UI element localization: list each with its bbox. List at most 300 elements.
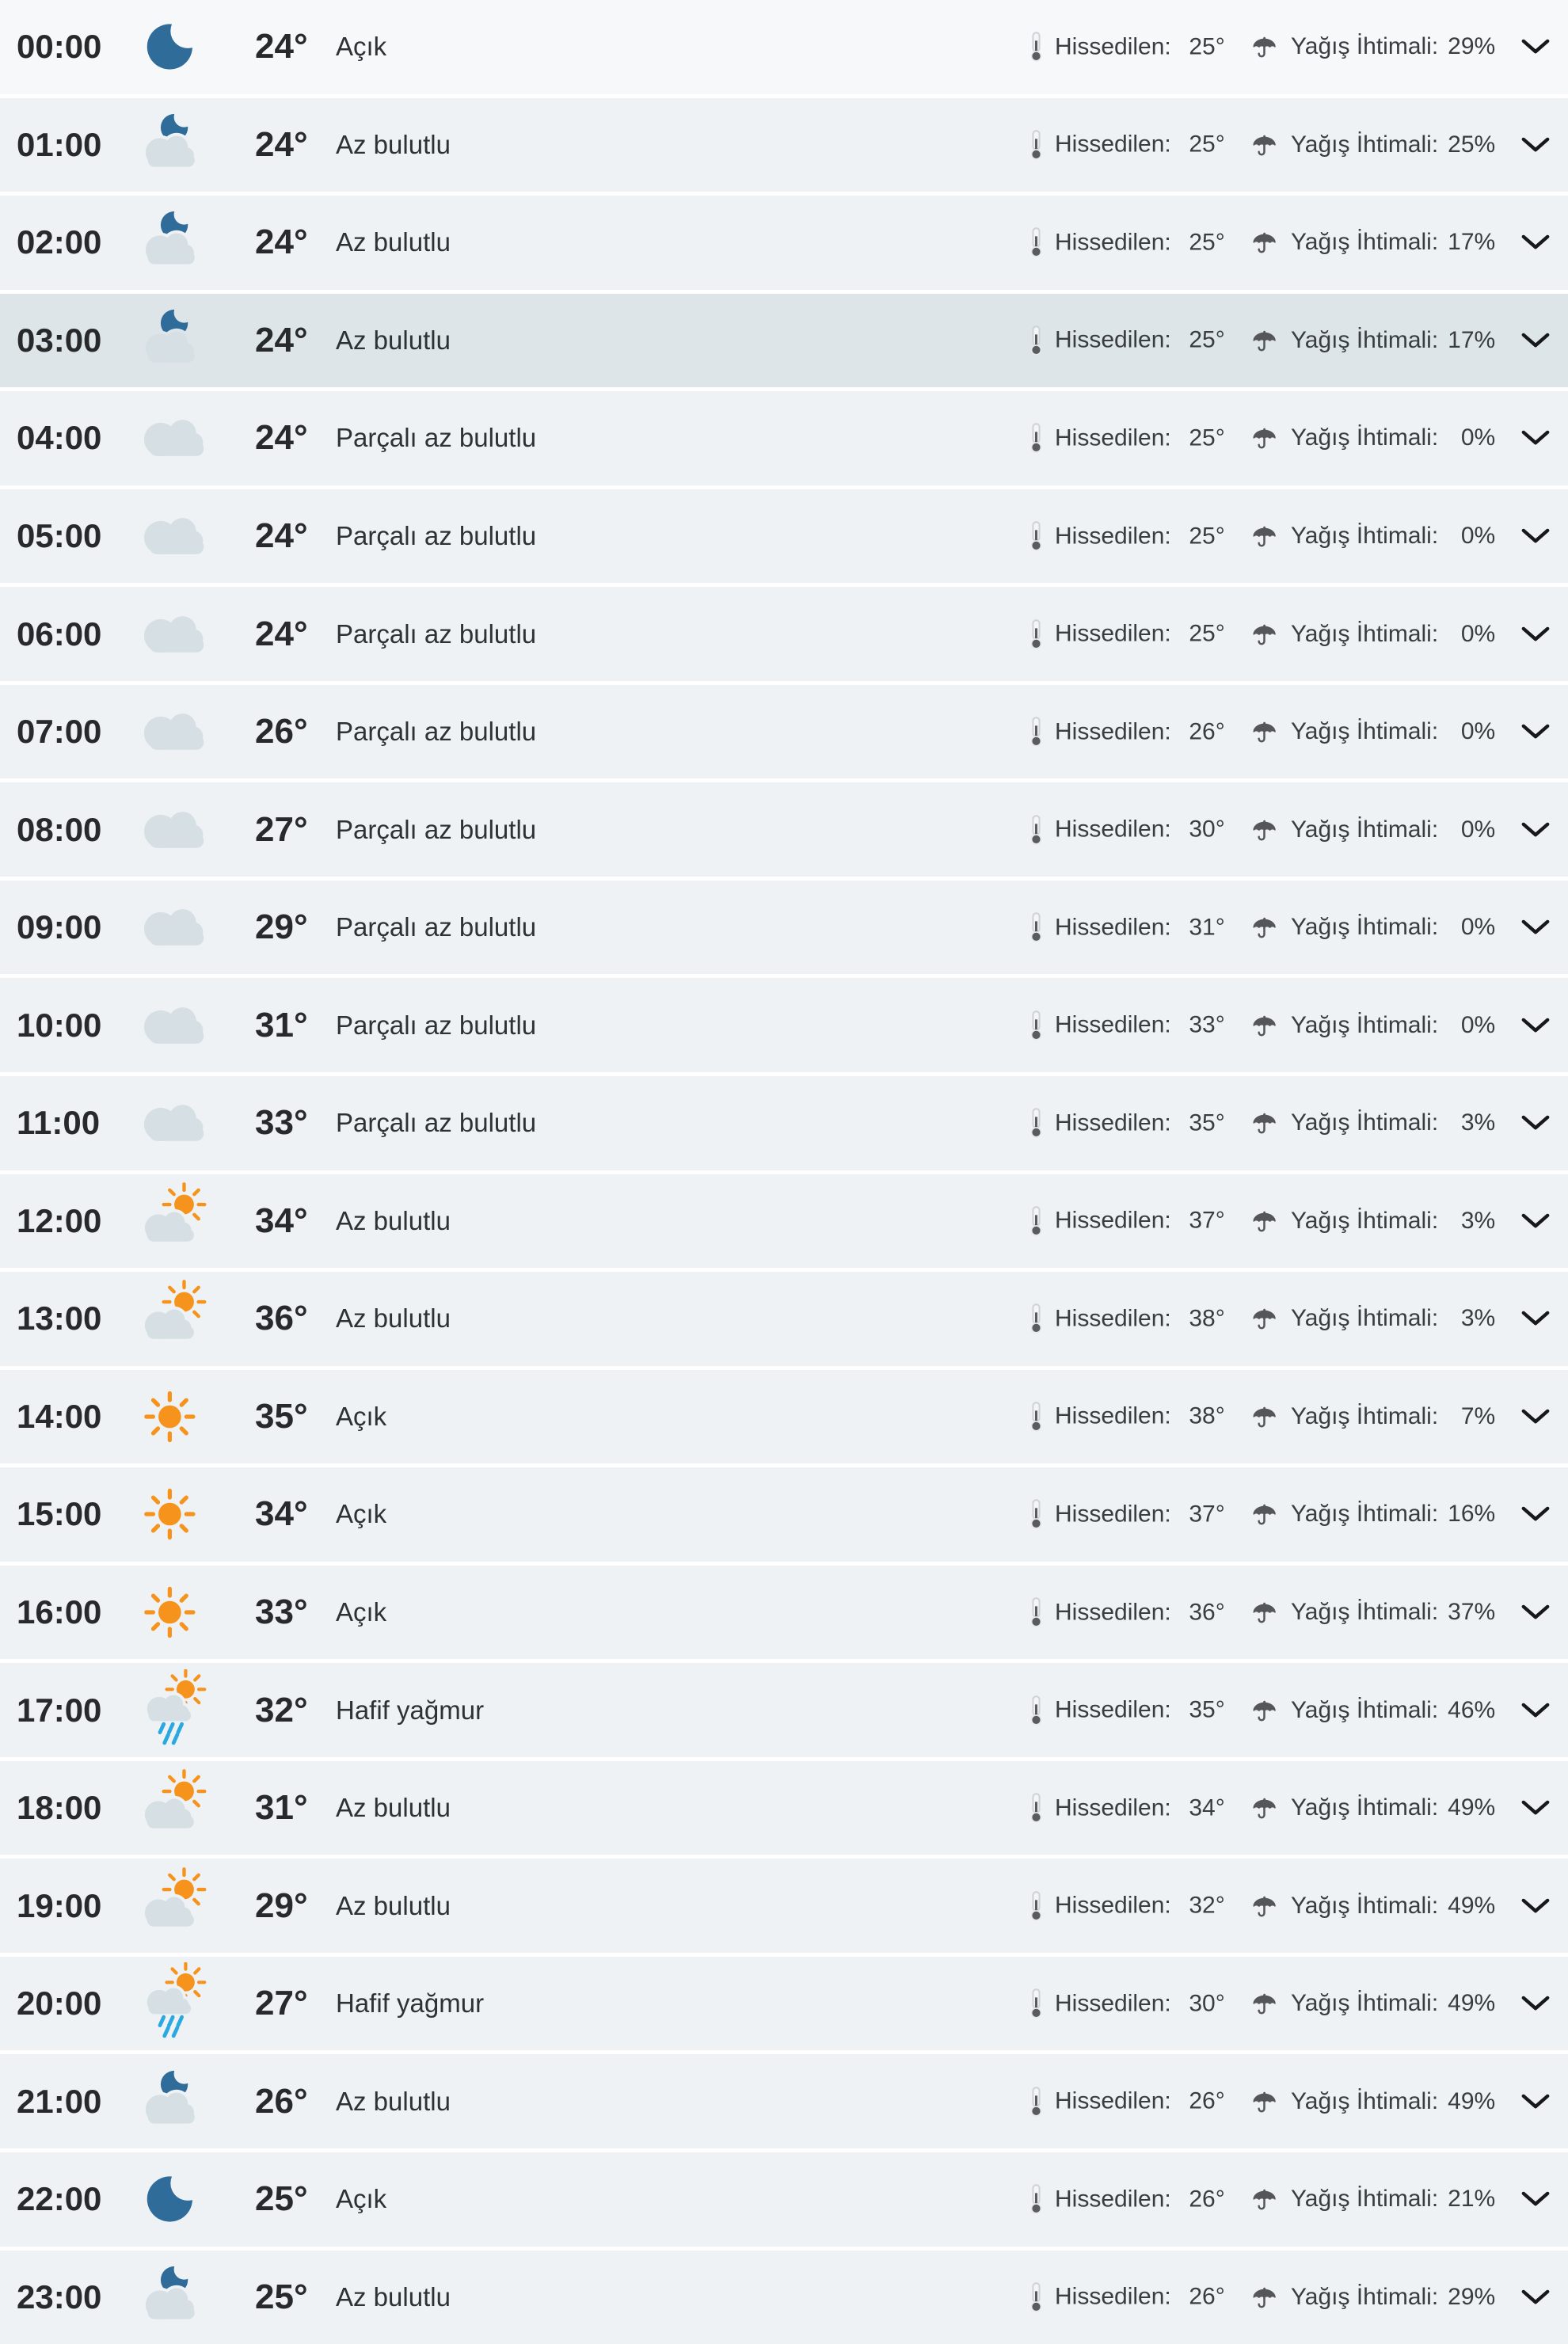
precipitation-label: Yağış İhtimali: xyxy=(1291,1794,1439,1821)
chevron-down-icon xyxy=(1520,1604,1551,1622)
temperature: 24° xyxy=(255,124,308,164)
sun-icon xyxy=(127,1571,225,1653)
cloud-icon xyxy=(127,789,225,871)
thermometer-icon xyxy=(1029,2086,1043,2117)
chevron-down-icon xyxy=(1520,1212,1551,1230)
precipitation-label: Yağış İhtimali: xyxy=(1291,1501,1439,1528)
moon-icon xyxy=(127,6,225,88)
precipitation-value: 0% xyxy=(1460,914,1496,941)
chevron-down-icon xyxy=(1520,1995,1551,2013)
expand-row-button[interactable] xyxy=(1516,2186,1555,2213)
feels-like-value: 26° xyxy=(1189,2186,1225,2213)
temperature: 35° xyxy=(255,1396,308,1436)
precipitation-label: Yağış İhtimali: xyxy=(1291,131,1439,158)
feels-like-group xyxy=(1029,521,1225,552)
precipitation-group xyxy=(1250,523,1495,550)
feels-like-value: 30° xyxy=(1189,816,1225,843)
feels-like-label: Hissedilen: xyxy=(1055,1011,1171,1038)
precipitation-group xyxy=(1250,327,1495,354)
feels-like-label: Hissedilen: xyxy=(1055,1305,1171,1332)
chevron-down-icon xyxy=(1520,2288,1551,2306)
forecast-row[interactable] xyxy=(0,0,1568,94)
precipitation-value: 0% xyxy=(1460,523,1496,549)
condition-label: Parçalı az bulutlu xyxy=(336,717,537,747)
sun-icon xyxy=(127,1473,225,1555)
temperature: 24° xyxy=(255,516,308,555)
thermometer-icon xyxy=(1029,1010,1043,1041)
forecast-row[interactable] xyxy=(0,782,1568,877)
umbrella-icon xyxy=(1250,2186,1279,2212)
condition-label: Parçalı az bulutlu xyxy=(336,912,537,942)
chevron-down-icon xyxy=(1520,1016,1551,1034)
thermometer-icon xyxy=(1029,1401,1043,1432)
temperature: 24° xyxy=(255,418,308,458)
temperature: 33° xyxy=(255,1592,308,1632)
feels-like-label: Hissedilen: xyxy=(1055,131,1171,158)
precipitation-label: Yağış İhtimali: xyxy=(1291,229,1439,256)
hour-label: 14:00 xyxy=(17,1397,102,1435)
expand-row-button[interactable] xyxy=(1516,1794,1555,1822)
precipitation-value: 49% xyxy=(1448,2087,1496,2114)
thermometer-icon xyxy=(1029,1793,1043,1824)
precipitation-group xyxy=(1250,914,1495,941)
feels-like-value: 38° xyxy=(1189,1402,1225,1429)
expand-row-button[interactable] xyxy=(1516,523,1555,550)
hour-label: 20:00 xyxy=(17,1984,102,2022)
temperature: 27° xyxy=(255,809,308,849)
precipitation-value: 37% xyxy=(1448,1599,1496,1626)
condition-label: Açık xyxy=(336,1597,387,1627)
feels-like-group xyxy=(1029,1108,1225,1139)
feels-like-label: Hissedilen: xyxy=(1055,2087,1171,2114)
cloud-icon xyxy=(127,397,225,479)
forecast-row[interactable] xyxy=(0,196,1568,290)
expand-row-button[interactable] xyxy=(1516,1305,1555,1333)
forecast-row[interactable] xyxy=(0,1761,1568,1855)
chevron-down-icon xyxy=(1520,527,1551,546)
forecast-row[interactable] xyxy=(0,391,1568,485)
feels-like-value: 36° xyxy=(1189,1599,1225,1626)
feels-like-value: 34° xyxy=(1189,1794,1225,1821)
expand-row-button[interactable] xyxy=(1516,1402,1555,1430)
forecast-row[interactable] xyxy=(0,2152,1568,2247)
cloud-icon xyxy=(127,886,225,968)
expand-row-button[interactable] xyxy=(1516,424,1555,452)
hour-label: 03:00 xyxy=(17,321,102,359)
chevron-down-icon xyxy=(1520,723,1551,741)
expand-row-button[interactable] xyxy=(1516,718,1555,746)
thermometer-icon xyxy=(1029,1597,1043,1628)
expand-row-button[interactable] xyxy=(1516,1599,1555,1627)
hour-label: 06:00 xyxy=(17,615,102,653)
feels-like-value: 26° xyxy=(1189,2283,1225,2310)
hour-label: 10:00 xyxy=(17,1006,102,1044)
expand-row-button[interactable] xyxy=(1516,1990,1555,2018)
thermometer-icon xyxy=(1029,521,1043,552)
hour-label: 15:00 xyxy=(17,1495,102,1533)
precipitation-group xyxy=(1250,1990,1495,2017)
forecast-row[interactable] xyxy=(0,1370,1568,1464)
condition-label: Az bulutlu xyxy=(336,129,451,159)
feels-like-label: Hissedilen: xyxy=(1055,2283,1171,2310)
feels-like-value: 25° xyxy=(1189,424,1225,451)
expand-row-button[interactable] xyxy=(1516,1109,1555,1137)
chevron-down-icon xyxy=(1520,2190,1551,2209)
forecast-row[interactable] xyxy=(0,685,1568,779)
feels-like-value: 25° xyxy=(1189,523,1225,549)
feels-like-group xyxy=(1029,912,1225,943)
thermometer-icon xyxy=(1029,32,1043,63)
forecast-row[interactable] xyxy=(0,1566,1568,1660)
feels-like-label: Hissedilen: xyxy=(1055,1599,1171,1626)
precipitation-group xyxy=(1250,621,1495,648)
umbrella-icon xyxy=(1250,1306,1279,1331)
chevron-down-icon xyxy=(1520,38,1551,56)
feels-like-label: Hissedilen: xyxy=(1055,620,1171,647)
condition-label: Açık xyxy=(336,1499,387,1529)
precipitation-label: Yağış İhtimali: xyxy=(1291,1207,1439,1234)
precipitation-group xyxy=(1250,718,1495,745)
precipitation-group xyxy=(1250,1697,1495,1724)
precipitation-label: Yağış İhtimali: xyxy=(1291,33,1439,60)
feels-like-value: 25° xyxy=(1189,620,1225,647)
condition-label: Az bulutlu xyxy=(336,1793,451,1823)
umbrella-icon xyxy=(1250,1013,1279,1038)
precipitation-value: 17% xyxy=(1448,229,1496,256)
precipitation-group xyxy=(1250,1012,1495,1039)
temperature: 29° xyxy=(255,908,308,947)
thermometer-icon xyxy=(1029,129,1043,160)
chevron-down-icon xyxy=(1520,234,1551,252)
temperature: 34° xyxy=(255,1201,308,1240)
umbrella-icon xyxy=(1250,1991,1279,2016)
umbrella-icon xyxy=(1250,2285,1279,2310)
precipitation-value: 46% xyxy=(1448,1696,1496,1723)
condition-label: Açık xyxy=(336,32,387,62)
condition-label: Parçalı az bulutlu xyxy=(336,423,537,453)
expand-row-button[interactable] xyxy=(1516,2087,1555,2115)
precipitation-group xyxy=(1250,1208,1495,1235)
precipitation-label: Yağış İhtimali: xyxy=(1291,2283,1439,2310)
precipitation-label: Yağış İhtimali: xyxy=(1291,620,1439,647)
precipitation-value: 0% xyxy=(1460,620,1496,647)
precipitation-value: 0% xyxy=(1460,1011,1496,1038)
temperature: 24° xyxy=(255,320,308,360)
thermometer-icon xyxy=(1029,1303,1043,1334)
thermometer-icon xyxy=(1029,1988,1043,2019)
precipitation-value: 29% xyxy=(1448,33,1496,60)
thermometer-icon xyxy=(1029,227,1043,258)
expand-row-button[interactable] xyxy=(1516,1501,1555,1528)
feels-like-group xyxy=(1029,2086,1225,2117)
precipitation-group xyxy=(1250,1403,1495,1430)
thermometer-icon xyxy=(1029,1890,1043,1921)
feels-like-value: 33° xyxy=(1189,1011,1225,1038)
precipitation-group xyxy=(1250,424,1495,451)
precipitation-value: 17% xyxy=(1448,326,1496,353)
precipitation-label: Yağış İhtimali: xyxy=(1291,1305,1439,1332)
thermometer-icon xyxy=(1029,1108,1043,1139)
cloud-icon xyxy=(127,593,225,675)
precipitation-label: Yağış İhtimali: xyxy=(1291,326,1439,353)
forecast-row[interactable] xyxy=(0,1859,1568,1953)
umbrella-icon xyxy=(1250,34,1279,59)
hour-label: 08:00 xyxy=(17,810,102,848)
precipitation-group xyxy=(1250,1893,1495,1920)
precipitation-label: Yağış İhtimali: xyxy=(1291,1402,1439,1429)
feels-like-group xyxy=(1029,1695,1225,1726)
expand-row-button[interactable] xyxy=(1516,1207,1555,1235)
sun-cloud-icon xyxy=(127,1767,225,1849)
precipitation-label: Yağış İhtimali: xyxy=(1291,1696,1439,1723)
cloud-icon xyxy=(127,691,225,773)
precipitation-group xyxy=(1250,1599,1495,1626)
hour-label: 19:00 xyxy=(17,1886,102,1924)
umbrella-icon xyxy=(1250,132,1279,158)
feels-like-label: Hissedilen: xyxy=(1055,33,1171,60)
forecast-row[interactable] xyxy=(0,2251,1568,2344)
expand-row-button[interactable] xyxy=(1516,229,1555,257)
chevron-down-icon xyxy=(1520,919,1551,937)
precipitation-label: Yağış İhtimali: xyxy=(1291,424,1439,451)
precipitation-value: 3% xyxy=(1460,1207,1496,1234)
precipitation-value: 29% xyxy=(1448,2283,1496,2310)
thermometer-icon xyxy=(1029,2281,1043,2312)
moon-cloud-icon xyxy=(127,2256,225,2338)
temperature: 29° xyxy=(255,1885,308,1925)
forecast-row[interactable] xyxy=(0,489,1568,584)
chevron-down-icon xyxy=(1520,1799,1551,1817)
sun-icon xyxy=(127,1376,225,1458)
feels-like-value: 25° xyxy=(1189,33,1225,60)
expand-row-button[interactable] xyxy=(1516,816,1555,843)
forecast-row[interactable] xyxy=(0,1957,1568,2051)
expand-row-button[interactable] xyxy=(1516,620,1555,648)
sun-cloud-icon xyxy=(127,1865,225,1947)
feels-like-value: 25° xyxy=(1189,326,1225,353)
precipitation-group xyxy=(1250,33,1495,60)
temperature: 31° xyxy=(255,1005,308,1045)
feels-like-group xyxy=(1029,129,1225,160)
forecast-row[interactable] xyxy=(0,294,1568,388)
feels-like-group xyxy=(1029,227,1225,258)
forecast-row[interactable] xyxy=(0,587,1568,681)
temperature: 25° xyxy=(255,2179,308,2219)
thermometer-icon xyxy=(1029,325,1043,356)
thermometer-icon xyxy=(1029,1499,1043,1530)
feels-like-group xyxy=(1029,1401,1225,1432)
umbrella-icon xyxy=(1250,523,1279,549)
feels-like-label: Hissedilen: xyxy=(1055,2186,1171,2213)
thermometer-icon xyxy=(1029,717,1043,748)
precipitation-value: 0% xyxy=(1460,816,1496,843)
chevron-down-icon xyxy=(1520,1310,1551,1328)
condition-label: Az bulutlu xyxy=(336,2281,451,2312)
expand-row-button[interactable] xyxy=(1516,33,1555,61)
condition-label: Açık xyxy=(336,2184,387,2214)
expand-row-button[interactable] xyxy=(1516,2283,1555,2311)
forecast-row[interactable] xyxy=(0,1076,1568,1170)
thermometer-icon xyxy=(1029,1695,1043,1726)
feels-like-label: Hissedilen: xyxy=(1055,718,1171,745)
thermometer-icon xyxy=(1029,2184,1043,2215)
sun-cloud-rain-icon xyxy=(127,1669,225,1752)
temperature: 24° xyxy=(255,27,308,67)
condition-label: Parçalı az bulutlu xyxy=(336,618,537,649)
precipitation-label: Yağış İhtimali: xyxy=(1291,1892,1439,1919)
umbrella-icon xyxy=(1250,328,1279,353)
precipitation-label: Yağış İhtimali: xyxy=(1291,816,1439,843)
hour-label: 18:00 xyxy=(17,1789,102,1827)
chevron-down-icon xyxy=(1520,331,1551,349)
feels-like-value: 35° xyxy=(1189,1696,1225,1723)
expand-row-button[interactable] xyxy=(1516,131,1555,158)
feels-like-group xyxy=(1029,814,1225,845)
expand-row-button[interactable] xyxy=(1516,326,1555,354)
feels-like-group xyxy=(1029,1988,1225,2019)
umbrella-icon xyxy=(1250,622,1279,647)
forecast-row[interactable] xyxy=(0,881,1568,975)
temperature: 24° xyxy=(255,223,308,262)
precipitation-group xyxy=(1250,2284,1495,2311)
feels-like-value: 35° xyxy=(1189,1109,1225,1136)
precipitation-group xyxy=(1250,131,1495,158)
feels-like-value: 30° xyxy=(1189,1990,1225,2017)
umbrella-icon xyxy=(1250,1110,1279,1136)
precipitation-value: 3% xyxy=(1460,1305,1496,1332)
moon-cloud-icon xyxy=(127,201,225,283)
feels-like-value: 37° xyxy=(1189,1207,1225,1234)
feels-like-label: Hissedilen: xyxy=(1055,1207,1171,1234)
expand-row-button[interactable] xyxy=(1516,1696,1555,1724)
chevron-down-icon xyxy=(1520,1701,1551,1719)
forecast-row[interactable] xyxy=(0,1174,1568,1269)
sun-cloud-icon xyxy=(127,1180,225,1262)
temperature: 25° xyxy=(255,2277,308,2316)
feels-like-label: Hissedilen: xyxy=(1055,523,1171,549)
precipitation-group xyxy=(1250,816,1495,843)
sun-cloud-rain-icon xyxy=(127,1962,225,2045)
chevron-down-icon xyxy=(1520,429,1551,447)
feels-like-group xyxy=(1029,1597,1225,1628)
feels-like-value: 37° xyxy=(1189,1501,1225,1528)
precipitation-label: Yağış İhtimali: xyxy=(1291,2186,1439,2213)
temperature: 27° xyxy=(255,1984,308,2023)
hour-label: 17:00 xyxy=(17,1691,102,1729)
expand-row-button[interactable] xyxy=(1516,1892,1555,1920)
cloud-icon xyxy=(127,495,225,577)
condition-label: Az bulutlu xyxy=(336,1205,451,1235)
precipitation-label: Yağış İhtimali: xyxy=(1291,1599,1439,1626)
feels-like-label: Hissedilen: xyxy=(1055,1990,1171,2017)
umbrella-icon xyxy=(1250,915,1279,940)
forecast-row[interactable] xyxy=(0,1467,1568,1562)
feels-like-value: 31° xyxy=(1189,914,1225,941)
precipitation-label: Yağış İhtimali: xyxy=(1291,718,1439,745)
hour-label: 11:00 xyxy=(17,1104,101,1142)
condition-label: Az bulutlu xyxy=(336,1890,451,1920)
chevron-down-icon xyxy=(1520,1505,1551,1524)
feels-like-value: 26° xyxy=(1189,2087,1225,2114)
hour-label: 05:00 xyxy=(17,517,102,554)
moon-icon xyxy=(127,2158,225,2240)
thermometer-icon xyxy=(1029,814,1043,845)
forecast-row[interactable] xyxy=(0,2054,1568,2148)
cloud-icon xyxy=(127,1082,225,1164)
feels-like-value: 26° xyxy=(1189,718,1225,745)
condition-label: Az bulutlu xyxy=(336,227,451,257)
feels-like-group xyxy=(1029,2184,1225,2215)
temperature: 24° xyxy=(255,614,308,653)
precipitation-group xyxy=(1250,1501,1495,1528)
umbrella-icon xyxy=(1250,1404,1279,1429)
condition-label: Hafif yağmur xyxy=(336,1695,485,1725)
chevron-down-icon xyxy=(1520,820,1551,839)
temperature: 26° xyxy=(255,2081,308,2121)
umbrella-icon xyxy=(1250,1698,1279,1723)
umbrella-icon xyxy=(1250,425,1279,451)
expand-row-button[interactable] xyxy=(1516,914,1555,942)
umbrella-icon xyxy=(1250,719,1279,744)
precipitation-value: 49% xyxy=(1448,1990,1496,2017)
thermometer-icon xyxy=(1029,912,1043,943)
forecast-row[interactable] xyxy=(0,1663,1568,1757)
precipitation-group xyxy=(1250,1305,1495,1332)
feels-like-group xyxy=(1029,1890,1225,1921)
condition-label: Parçalı az bulutlu xyxy=(336,1108,537,1138)
umbrella-icon xyxy=(1250,1600,1279,1625)
moon-cloud-icon xyxy=(127,299,225,382)
chevron-down-icon xyxy=(1520,1407,1551,1425)
hour-label: 00:00 xyxy=(17,28,102,66)
expand-row-button[interactable] xyxy=(1516,1011,1555,1039)
condition-label: Parçalı az bulutlu xyxy=(336,521,537,550)
feels-like-value: 38° xyxy=(1189,1305,1225,1332)
condition-label: Az bulutlu xyxy=(336,1303,451,1334)
feels-like-group xyxy=(1029,32,1225,63)
forecast-row[interactable] xyxy=(0,1272,1568,1366)
condition-label: Parçalı az bulutlu xyxy=(336,1010,537,1040)
precipitation-label: Yağış İhtimali: xyxy=(1291,914,1439,941)
precipitation-label: Yağış İhtimali: xyxy=(1291,2087,1439,2114)
precipitation-value: 21% xyxy=(1448,2186,1496,2213)
precipitation-group xyxy=(1250,2088,1495,2115)
hour-label: 09:00 xyxy=(17,908,102,946)
feels-like-value: 25° xyxy=(1189,131,1225,158)
temperature: 31° xyxy=(255,1788,308,1828)
moon-cloud-icon xyxy=(127,2061,225,2143)
precipitation-group xyxy=(1250,2186,1495,2213)
forecast-row[interactable] xyxy=(0,98,1568,192)
forecast-row[interactable] xyxy=(0,978,1568,1072)
feels-like-value: 32° xyxy=(1189,1892,1225,1919)
precipitation-group xyxy=(1250,229,1495,256)
feels-like-group xyxy=(1029,2281,1225,2312)
temperature: 34° xyxy=(255,1494,308,1534)
precipitation-value: 16% xyxy=(1448,1501,1496,1528)
feels-like-group xyxy=(1029,1010,1225,1041)
feels-like-group xyxy=(1029,423,1225,454)
feels-like-group xyxy=(1029,1793,1225,1824)
precipitation-label: Yağış İhtimali: xyxy=(1291,1011,1439,1038)
hour-label: 01:00 xyxy=(17,125,102,163)
umbrella-icon xyxy=(1250,2089,1279,2114)
feels-like-group xyxy=(1029,1499,1225,1530)
condition-label: Az bulutlu xyxy=(336,2086,451,2116)
feels-like-group xyxy=(1029,618,1225,649)
temperature: 26° xyxy=(255,712,308,752)
feels-like-label: Hissedilen: xyxy=(1055,1696,1171,1723)
